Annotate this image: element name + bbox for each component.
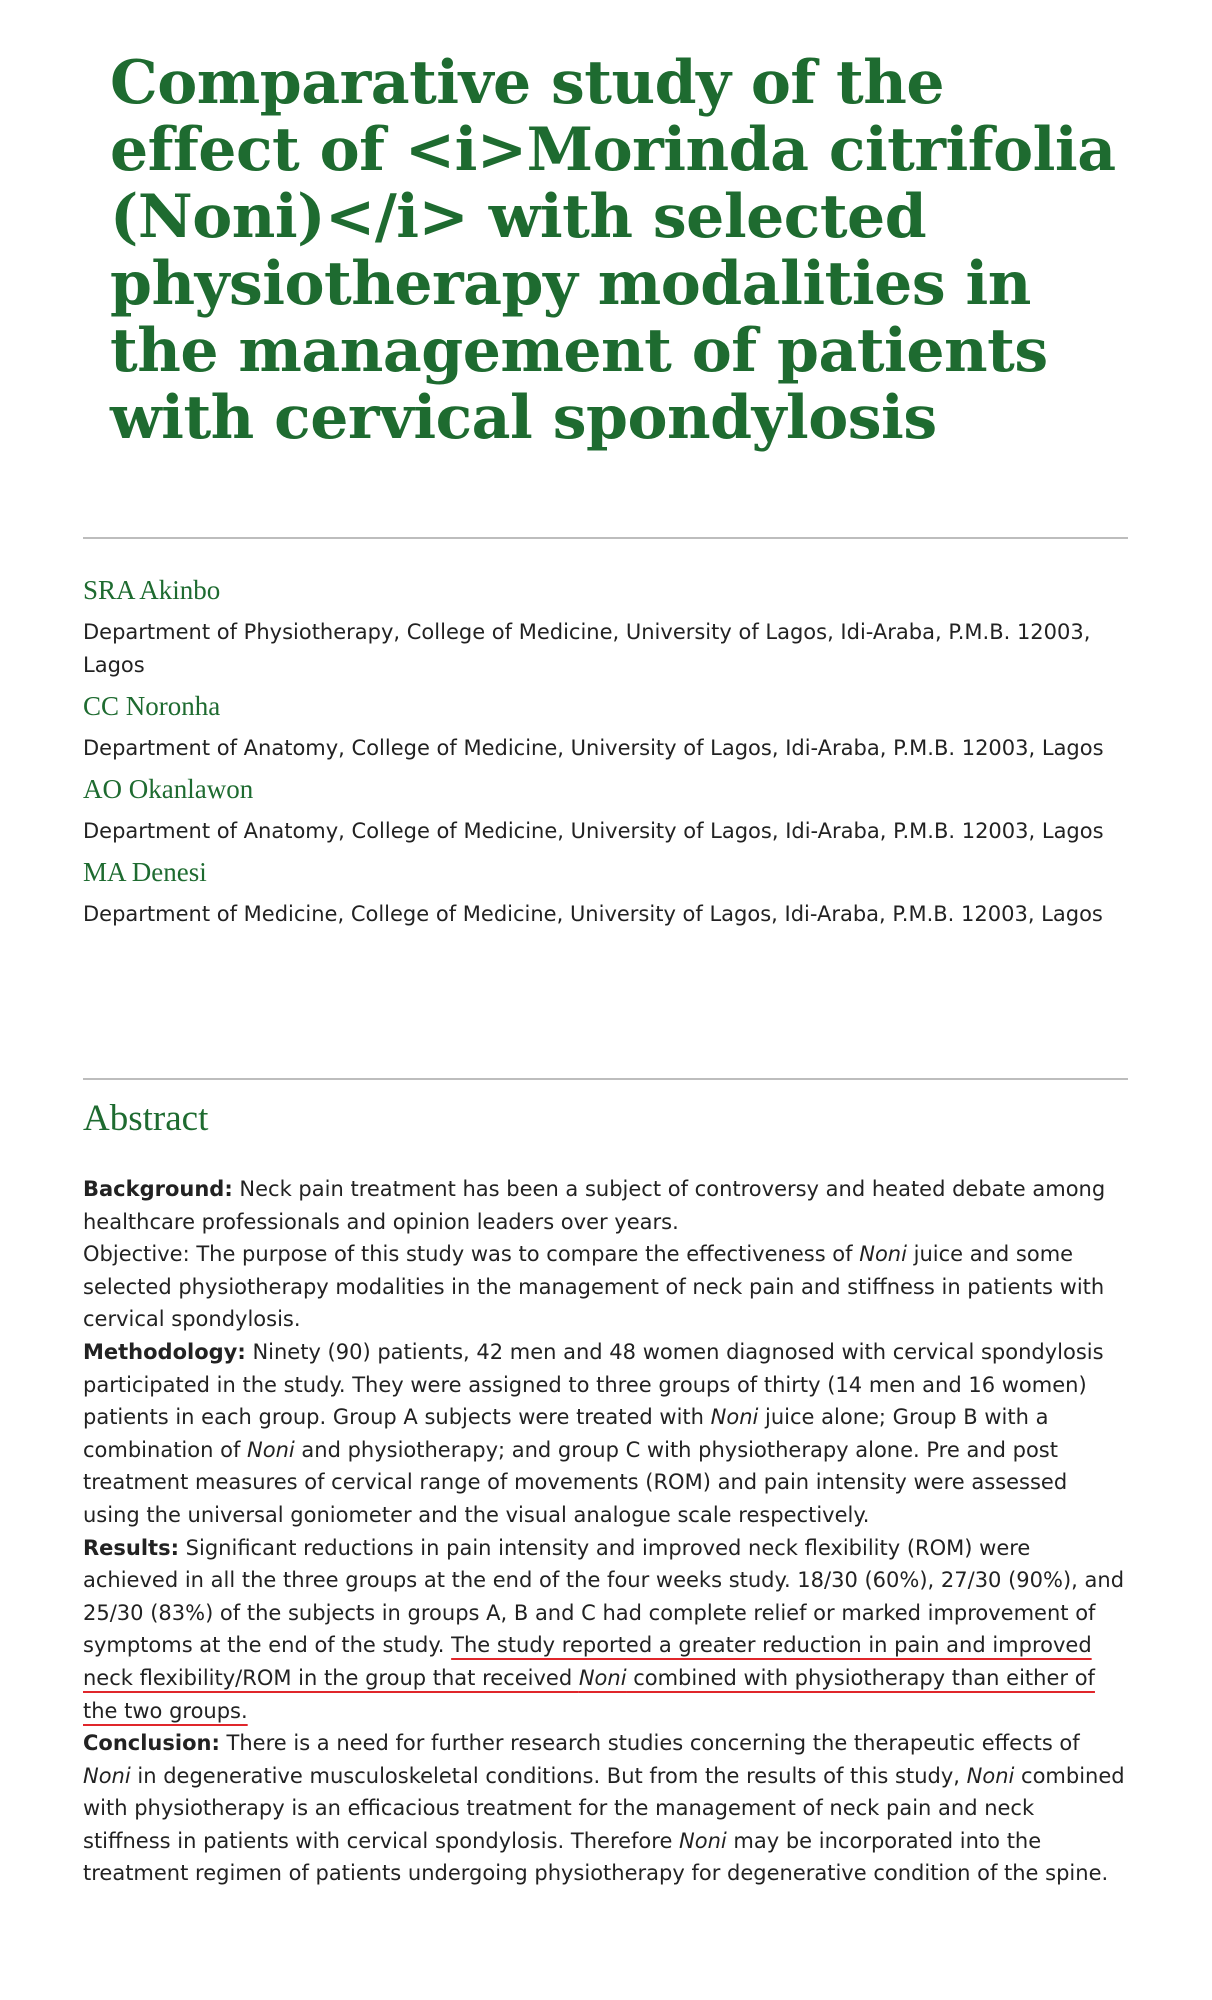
methodology-text: and physiotherapy; and group C with physiotherapy alone. Pre and post treatment measures of cervical range of movements (ROM) and pain intensity were assessed using the universal goniometer and the visual analogue scale respectively. bbox=[83, 1437, 1068, 1527]
author-name: AO Okanlawon bbox=[83, 774, 254, 804]
noni-term: Noni bbox=[578, 1665, 627, 1690]
results-label: Results: bbox=[83, 1535, 179, 1560]
conclusion-text: may be incorporated into the treatment regimen of patients undergoing physiotherapy for degenerative condition of the spine. bbox=[83, 1828, 1109, 1886]
conclusion-text: in degenerative musculoskeletal conditions. But from the results of this study, bbox=[130, 1763, 967, 1788]
author-name: CC Noronha bbox=[83, 691, 221, 721]
highlight-text: combined with physiotherapy than either of the two groups. bbox=[83, 1665, 1095, 1723]
author-name: MA Denesi bbox=[83, 857, 207, 887]
abstract-objective bbox=[83, 1238, 1128, 1336]
methodology-text: Ninety (90) patients, 42 men and 48 women diagnosed with cervical spondylosis participated in the study. They were assigned to three groups of thirty (14 men and 16 women) patients in each group. Group A subjects were treated with bbox=[83, 1339, 1104, 1430]
author-affiliation: Department of Physiotherapy, College of Medicine, University of Lagos, Idi-Araba, P.M.B. 12003, Lagos bbox=[83, 620, 1091, 677]
author-name: SRA Akinbo bbox=[83, 575, 221, 605]
abstract-conclusion bbox=[83, 1727, 1128, 1890]
noni-term: Noni bbox=[679, 1828, 727, 1853]
background-label: Background: bbox=[83, 1177, 233, 1201]
noni-term: Noni bbox=[966, 1763, 1015, 1788]
author-entry bbox=[83, 771, 1128, 848]
highlight-text: The study reported a greater reduction in pain and improved neck flexibility/ROM in the group that received bbox=[83, 1633, 1092, 1690]
abstract-methodology bbox=[83, 1336, 1128, 1532]
conclusion-text: There is a need for further research studies concerning the therapeutic effects of bbox=[219, 1731, 1080, 1756]
author-affiliation: Department of Medicine, College of Medicine, University of Lagos, Idi-Araba, P.M.B. 12003, Lagos bbox=[83, 902, 1103, 926]
paper-title: Comparative study of the effect of <i>Morinda citrifolia (Noni)</i> with selected physiotherapy modalities in the management of patients with cervical spondylosis bbox=[110, 48, 1116, 453]
abstract-results bbox=[83, 1532, 1128, 1728]
author-list bbox=[83, 572, 1128, 937]
conclusion-label: Conclusion: bbox=[83, 1731, 220, 1756]
author-entry bbox=[83, 854, 1128, 931]
methodology-label: Methodology: bbox=[83, 1339, 246, 1364]
methodology-text: juice alone; Group B with a combination of bbox=[83, 1405, 1049, 1462]
divider-top bbox=[83, 537, 1128, 539]
author-affiliation: Department of Anatomy, College of Medicine, University of Lagos, Idi-Araba, P.M.B. 12003, Lagos bbox=[83, 736, 1104, 760]
noni-term: Noni bbox=[710, 1405, 759, 1430]
abstract-background bbox=[83, 1173, 1128, 1238]
abstract-heading: Abstract bbox=[83, 1098, 209, 1139]
divider-bottom bbox=[83, 1078, 1128, 1080]
conclusion-text: combined with physiotherapy is an efficacious treatment for the management of neck pain and neck stiffness in patients with cervical spondylosis. Therefore bbox=[83, 1763, 1125, 1853]
author-entry bbox=[83, 688, 1128, 765]
noni-term: Noni bbox=[247, 1437, 295, 1462]
abstract-body bbox=[83, 1173, 1128, 1890]
objective-text: Objective: The purpose of this study was to compare the effectiveness of bbox=[83, 1242, 860, 1267]
author-affiliation: Department of Anatomy, College of Medicine, University of Lagos, Idi-Araba, P.M.B. 12003, Lagos bbox=[83, 819, 1104, 843]
noni-term: Noni bbox=[859, 1242, 907, 1267]
background-text: Neck pain treatment has been a subject of controversy and heated debate among healthcare professionals and opinion leaders over years. bbox=[83, 1177, 1106, 1234]
noni-term: Noni bbox=[83, 1763, 131, 1788]
results-text: Significant reductions in pain intensity and improved neck flexibility (ROM) were achieved in all the three groups at the end of the four weeks study. 18/30 (60%), 27/30 (90%), and 25/30 (83%) of the subjects in groups A, B and C had complete relief or marked improvement of symptoms at the end of the study. bbox=[83, 1535, 1125, 1658]
author-entry bbox=[83, 572, 1128, 682]
objective-text: juice and some selected physiotherapy modalities in the management of neck pain and stiffness in patients with cervical spondylosis. bbox=[83, 1242, 1105, 1332]
